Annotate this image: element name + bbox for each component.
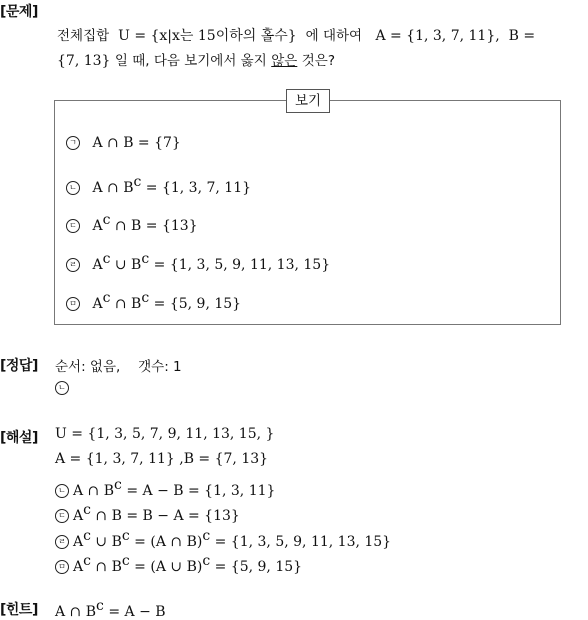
options-box-title: 보기: [286, 89, 330, 113]
sup-2: c: [121, 553, 130, 569]
sup: c: [83, 553, 91, 569]
sup: c: [83, 502, 91, 518]
explanation-label: [해설]: [0, 430, 38, 446]
option-expr: A ∩ B: [92, 180, 134, 196]
circled-mark-icon: ㄹ: [55, 535, 69, 549]
option-sup: c: [133, 174, 142, 190]
circled-mark-icon: ㄷ: [66, 219, 80, 233]
circled-mark-icon: ㄴ: [66, 181, 80, 195]
expr-rest: ∩ B = B − A = {13}: [90, 508, 240, 524]
option-sup: c: [102, 251, 111, 267]
answer-choice: [55, 380, 77, 396]
explanation-item-3: [55, 528, 391, 550]
option-5: [66, 288, 242, 312]
explanation-line-1: U = {1, 3, 5, 7, 9, 11, 13, 15, }: [55, 426, 275, 442]
expr-mid: ∩ B: [90, 559, 122, 575]
option-expr-rest: = {1, 3, 5, 9, 11, 13, 15}: [149, 257, 331, 273]
answer-order: 순서: 없음,: [55, 359, 121, 375]
option-4: [66, 249, 331, 273]
circled-mark-icon: ㄴ: [55, 381, 69, 395]
hint-sup: c: [96, 598, 104, 614]
option-expr-mid: ∪ B: [110, 257, 142, 273]
explanation-item-4: [55, 553, 302, 575]
option-expr-rest: = {1, 3, 7, 11}: [141, 180, 252, 196]
problem-prefix: 전체집합: [57, 28, 110, 44]
expr: A: [73, 508, 84, 524]
circled-mark-icon: ㅁ: [66, 297, 80, 311]
answer-line: [55, 355, 182, 375]
expr-rest: = A − B = {1, 3, 11}: [121, 483, 276, 499]
explanation-item-2: [55, 502, 240, 524]
circled-mark-icon: ㅁ: [55, 560, 69, 574]
set-b-start: B =: [508, 28, 536, 44]
problem-mid: 에 대하여: [305, 28, 363, 44]
problem-line-1: [57, 24, 535, 45]
option-sup: c: [102, 212, 111, 228]
option-sup-2: c: [141, 290, 150, 306]
problem-label: [문제]: [0, 4, 38, 20]
problem-line-2: [57, 49, 335, 69]
sup: c: [83, 528, 91, 544]
circled-mark-icon: ㄴ: [55, 484, 69, 498]
sup: c: [114, 477, 122, 493]
option-expr: A: [92, 218, 103, 234]
answer-count: 갯수: 1: [138, 359, 182, 375]
option-expr-rest: = {5, 9, 15}: [149, 296, 242, 312]
option-1: [66, 133, 181, 153]
hint-label: [힌트]: [0, 602, 38, 618]
expr-mid-2: = (A ∪ B): [129, 559, 203, 575]
expr: A ∩ B: [73, 483, 115, 499]
option-sup-2: c: [141, 251, 150, 267]
set-a-expr: A = {1, 3, 7, 11},: [375, 28, 500, 44]
option-sup: c: [102, 290, 111, 306]
circled-mark-icon: ㄷ: [55, 509, 69, 523]
problem-question-a: 일 때, 다음 보기에서 옳지: [114, 53, 267, 69]
problem-underlined-word: 않은: [271, 53, 298, 69]
sup-3: c: [202, 553, 211, 569]
option-expr: A ∩ B = {7}: [92, 135, 181, 151]
expr-rest: = {1, 3, 5, 9, 11, 13, 15}: [210, 534, 392, 550]
answer-label: [정답]: [0, 358, 38, 374]
option-expr: A: [92, 296, 103, 312]
explanation-item-1: [55, 477, 275, 499]
sup-3: c: [202, 528, 211, 544]
hint-expr-rest: = A − B: [103, 604, 166, 620]
expr: A: [73, 559, 84, 575]
option-3: [66, 210, 198, 234]
universal-set-expr: U = {x|x는 15이하의 홀수}: [118, 28, 297, 44]
option-expr: A: [92, 257, 103, 273]
expr: A: [73, 534, 84, 550]
explanation-line-2: A = {1, 3, 7, 11} ,B = {7, 13}: [55, 451, 269, 467]
sup-2: c: [121, 528, 130, 544]
expr-mid: ∪ B: [90, 534, 122, 550]
hint-expr: A ∩ B: [55, 604, 97, 620]
problem-question-b: 것은?: [301, 53, 336, 69]
expr-mid-2: = (A ∩ B): [129, 534, 203, 550]
option-expr-rest: ∩ B = {13}: [110, 218, 198, 234]
set-b-end: {7, 13}: [57, 53, 111, 69]
expr-rest: = {5, 9, 15}: [210, 559, 303, 575]
circled-mark-icon: ㄱ: [66, 136, 80, 150]
option-expr-mid: ∩ B: [110, 296, 142, 312]
circled-mark-icon: ㄹ: [66, 258, 80, 272]
option-2: [66, 172, 252, 196]
